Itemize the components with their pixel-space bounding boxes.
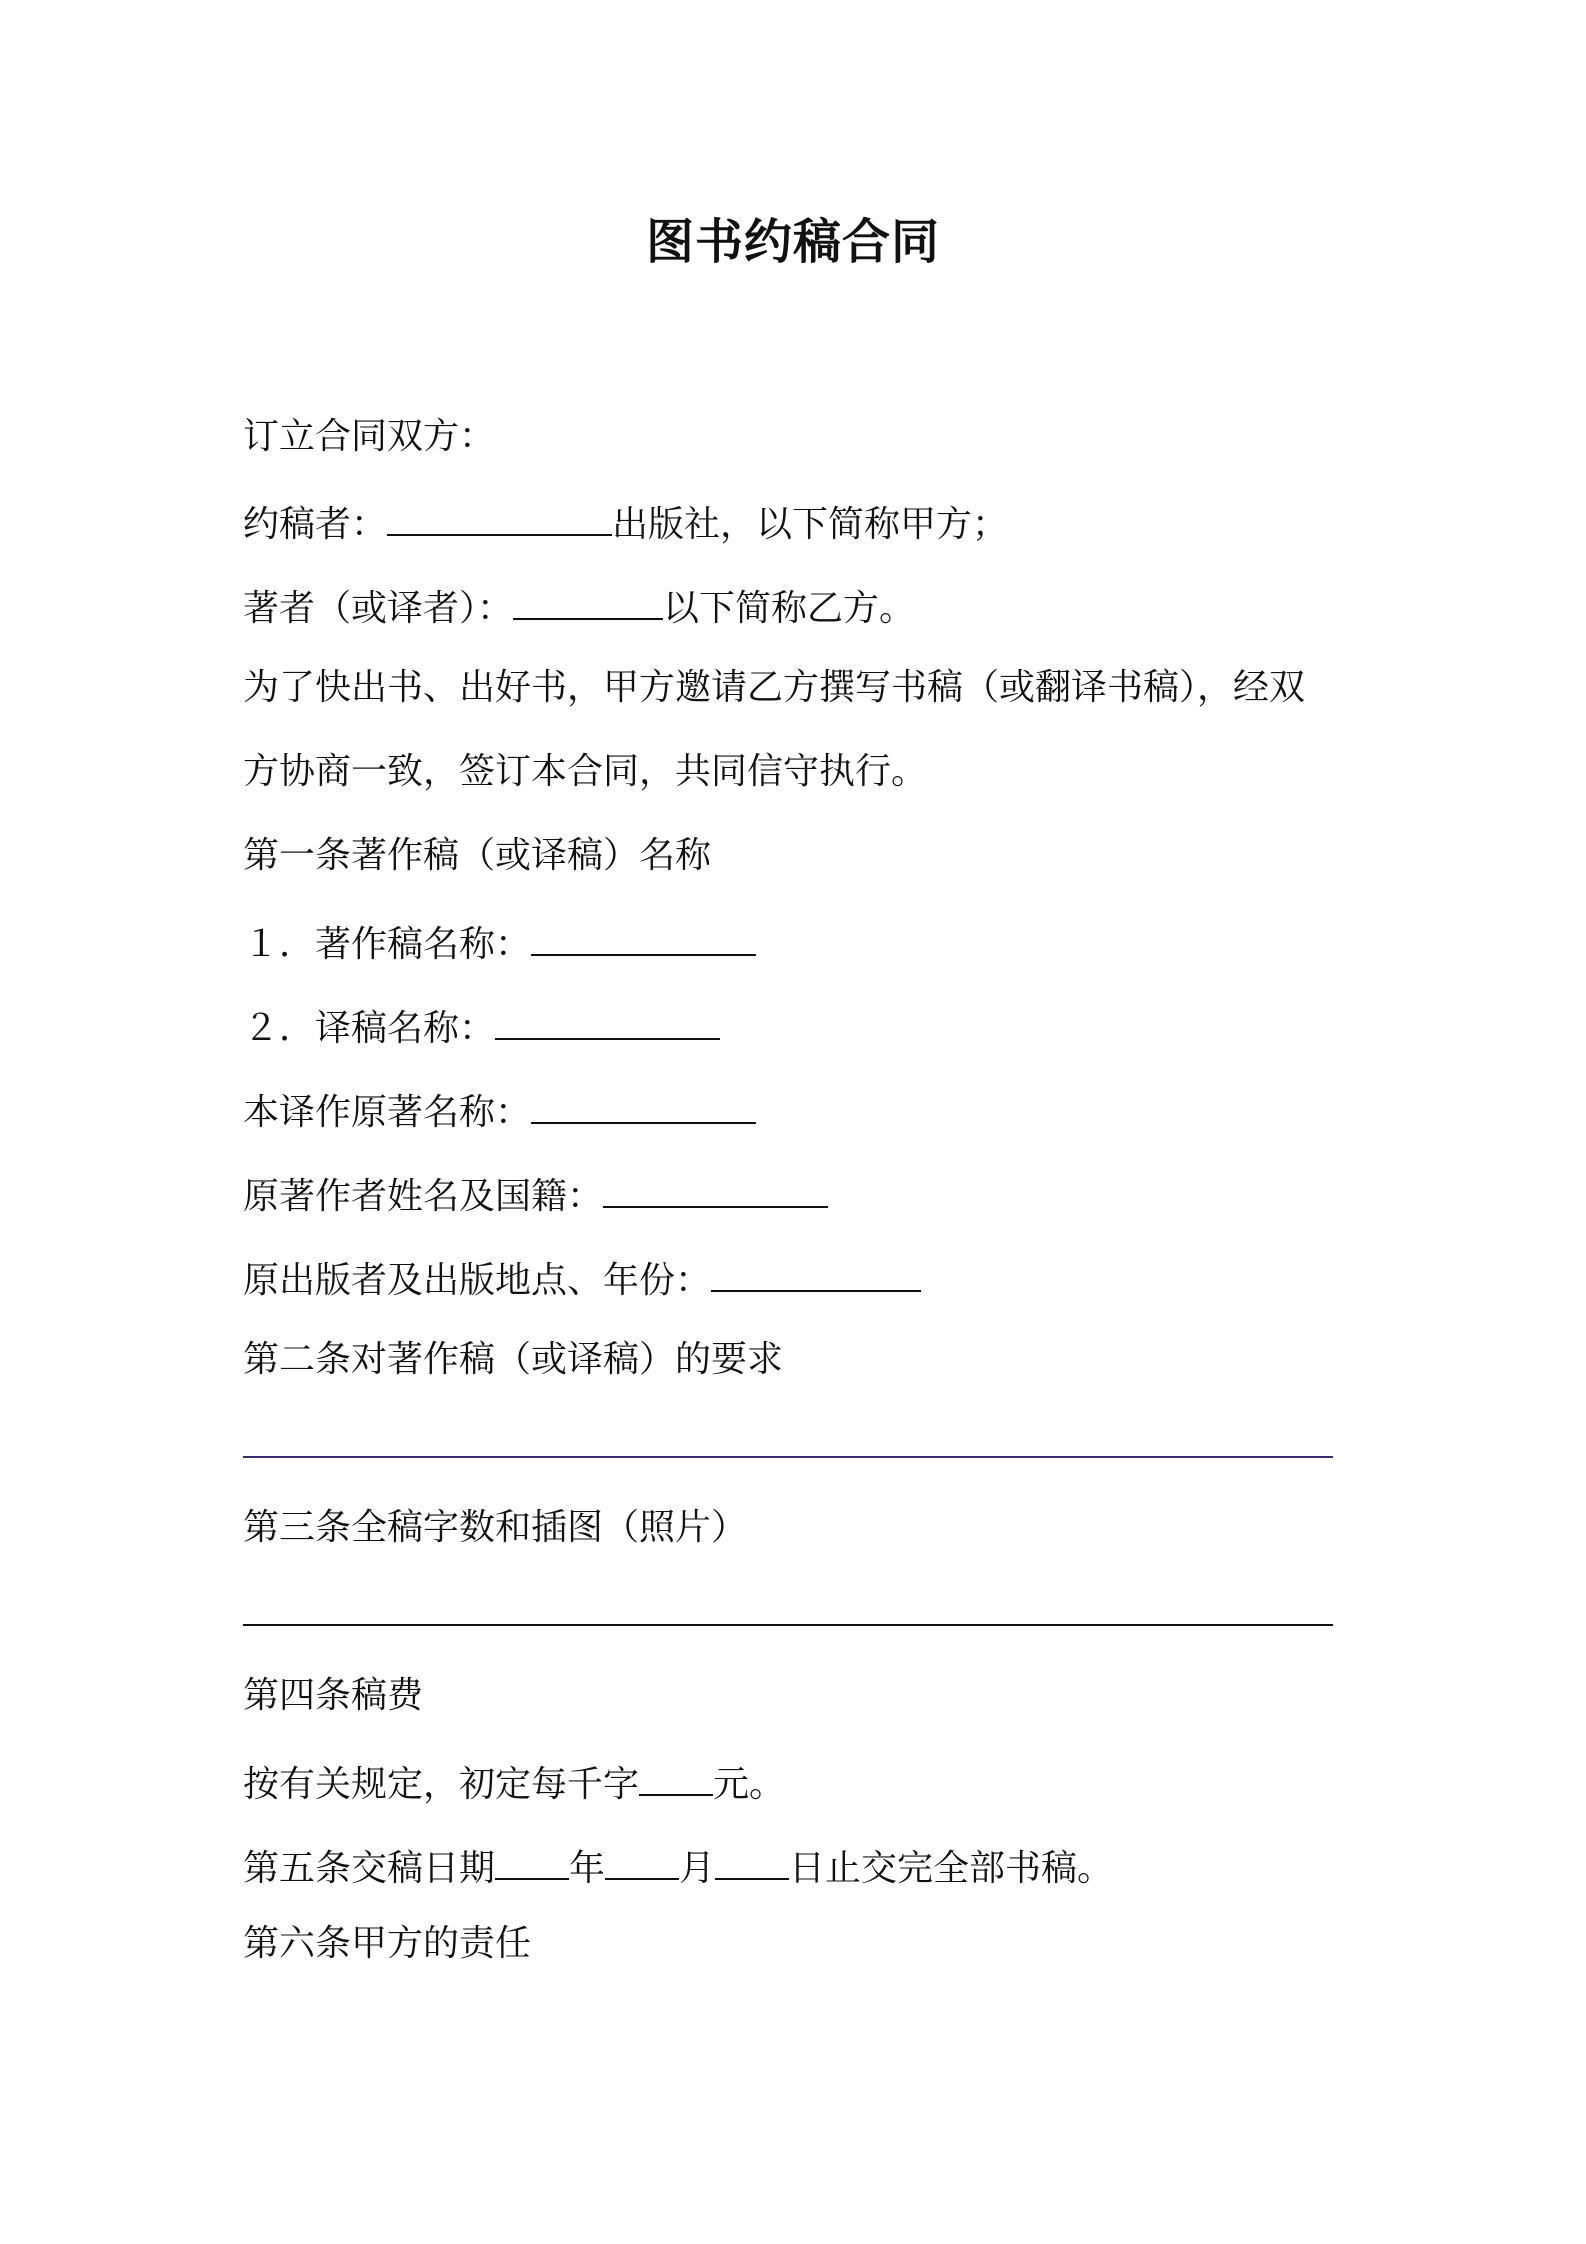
article-1-item-1 (243, 916, 756, 969)
article-6-heading: 第六条甲方的责任 (243, 1923, 532, 1964)
article-1-heading: 第一条著作稿（或译稿）名称 (243, 835, 712, 876)
article-2-heading: 第二条对著作稿（或译稿）的要求 (243, 1339, 784, 1380)
article-1-item-2 (243, 1000, 720, 1053)
article-3-fill-line (243, 1624, 1333, 1626)
original-publisher-line (243, 1252, 921, 1305)
fee-prefix: 按有关规定，初定每千字 (243, 1764, 640, 1805)
original-publisher-blank (711, 1252, 921, 1292)
preamble-line-1: 为了快出书、出好书，甲方邀请乙方撰写书稿（或翻译书稿），经双 (243, 667, 1306, 708)
party-a-prefix: 约稿者： (243, 504, 388, 545)
party-a-suffix: 出版社，以下简称甲方； (612, 504, 1009, 545)
day-blank (715, 1840, 789, 1880)
article-3-heading: 第三条全稿字数和插图（照片） (243, 1507, 748, 1548)
original-title-line (243, 1084, 756, 1137)
article-5-suffix: 日止交完全部书稿。 (789, 1848, 1114, 1889)
original-title-label: 本译作原著名称： (243, 1092, 532, 1133)
original-title-blank (531, 1084, 756, 1124)
month-blank (605, 1840, 679, 1880)
party-a-line (243, 496, 1008, 549)
party-b-suffix: 以下简称乙方。 (663, 588, 916, 629)
year-blank (495, 1840, 569, 1880)
original-author-label: 原著作者姓名及国籍： (243, 1176, 604, 1217)
item-1-label: １．著作稿名称： (243, 924, 532, 965)
original-publisher-label: 原出版者及出版地点、年份： (243, 1260, 712, 1301)
article-2-fill-line (243, 1456, 1333, 1458)
original-author-blank (603, 1168, 828, 1208)
month-label: 月 (679, 1848, 716, 1889)
preamble-line-2: 方协商一致，签订本合同，共同信守执行。 (243, 751, 928, 792)
year-label: 年 (569, 1848, 606, 1889)
article-5-line (243, 1840, 1113, 1893)
party-b-line (243, 580, 915, 633)
article-5-prefix: 第五条交稿日期 (243, 1848, 496, 1889)
party-b-blank (513, 580, 663, 620)
article-4-heading: 第四条稿费 (243, 1675, 424, 1716)
item-2-label: ２．译稿名称： (243, 1008, 496, 1049)
article-4-text (243, 1756, 785, 1809)
document-title: 图书约稿合同 (645, 214, 940, 270)
party-b-prefix: 著者（或译者）： (243, 588, 514, 629)
original-author-line (243, 1168, 828, 1221)
parties-heading: 订立合同双方： (243, 416, 496, 457)
fee-suffix: 元。 (713, 1764, 786, 1805)
item-2-blank (495, 1000, 720, 1040)
item-1-blank (531, 916, 756, 956)
fee-blank (639, 1756, 713, 1796)
party-a-blank (387, 496, 612, 536)
